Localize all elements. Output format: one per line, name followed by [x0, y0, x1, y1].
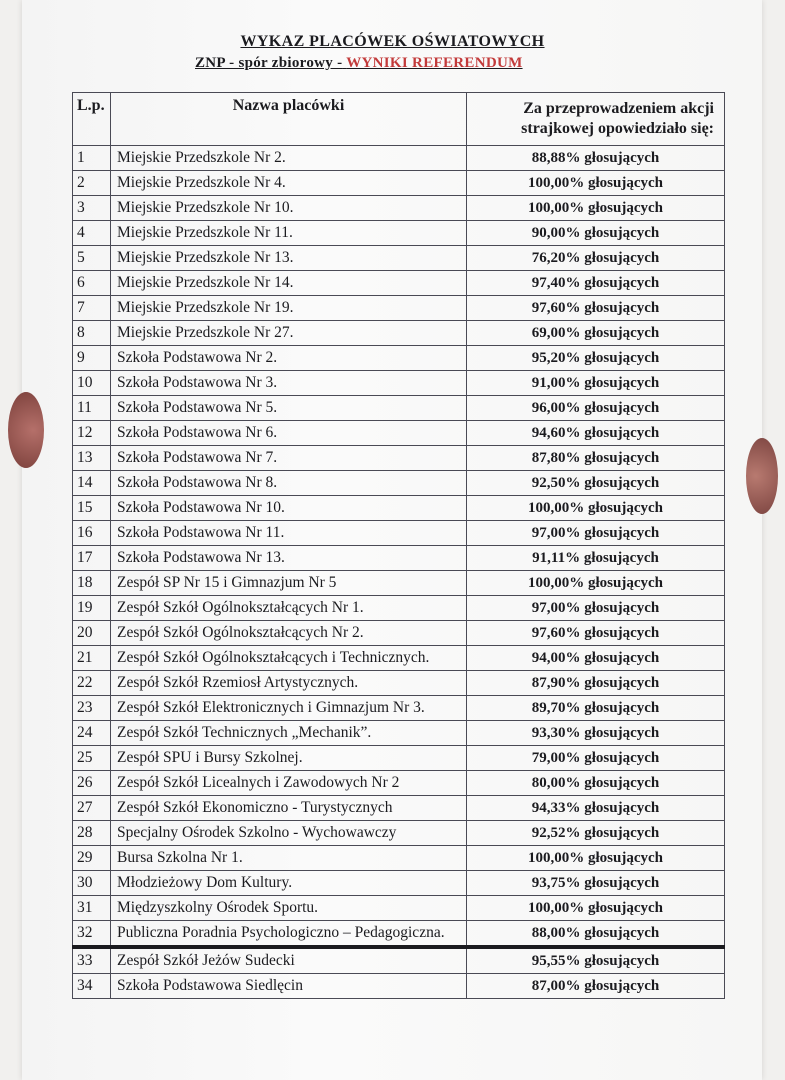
row-percent-cell [467, 271, 725, 296]
table-row [73, 896, 725, 921]
row-percent: 95,20% [531, 350, 581, 366]
row-lp: 2 [73, 171, 111, 196]
row-percent-cell [467, 896, 725, 921]
row-name: Szkoła Podstawowa Nr 6. [111, 421, 467, 446]
row-percent-cell [467, 171, 725, 196]
row-percent: 97,60% [531, 300, 581, 316]
row-lp: 7 [73, 296, 111, 321]
row-percent: 93,30% [531, 725, 581, 741]
row-lp: 10 [73, 371, 111, 396]
row-name: Miejskie Przedszkole Nr 14. [111, 271, 467, 296]
row-percent-cell [467, 371, 725, 396]
row-percent: 90,00% [531, 225, 581, 241]
table-row [73, 246, 725, 271]
row-percent: 97,00% [531, 525, 581, 541]
row-percent-cell [467, 496, 725, 521]
row-unit: głosujących [584, 600, 660, 616]
row-lp: 33 [73, 947, 111, 974]
row-lp: 31 [73, 896, 111, 921]
row-lp: 11 [73, 396, 111, 421]
row-percent-cell [467, 947, 725, 974]
row-percent: 97,60% [531, 625, 581, 641]
row-percent-cell [467, 821, 725, 846]
table-row [73, 221, 725, 246]
row-unit: głosujących [588, 850, 663, 866]
row-unit: głosujących [584, 825, 660, 841]
row-percent: 87,90% [531, 675, 581, 691]
row-lp: 14 [73, 471, 111, 496]
row-percent: 91,00% [531, 375, 581, 391]
row-percent: 100,00% [528, 500, 585, 516]
row-percent: 94,00% [531, 650, 581, 666]
row-percent-cell [467, 646, 725, 671]
table-row [73, 146, 725, 171]
table-row [73, 271, 725, 296]
row-lp: 22 [73, 671, 111, 696]
row-unit: głosujących [588, 175, 663, 191]
table-row [73, 721, 725, 746]
row-name: Zespół Szkół Jeżów Sudecki [111, 947, 467, 974]
row-lp: 6 [73, 271, 111, 296]
row-name: Zespół Szkół Technicznych „Mechanik”. [111, 721, 467, 746]
row-name: Zespół SPU i Bursy Szkolnej. [111, 746, 467, 771]
row-percent: 88,88% [531, 150, 581, 166]
row-name: Szkoła Podstawowa Nr 3. [111, 371, 467, 396]
row-lp: 30 [73, 871, 111, 896]
row-lp: 9 [73, 346, 111, 371]
header-percent [467, 93, 725, 146]
table-row [73, 796, 725, 821]
row-name: Szkoła Podstawowa Nr 7. [111, 446, 467, 471]
row-name: Zespół Szkół Ogólnokształcących Nr 1. [111, 596, 467, 621]
row-percent: 91,11% [532, 550, 581, 566]
table-row [73, 371, 725, 396]
row-name: Miejskie Przedszkole Nr 11. [111, 221, 467, 246]
row-percent-cell [467, 974, 725, 999]
row-percent: 87,80% [531, 450, 581, 466]
row-unit: głosujących [584, 625, 660, 641]
row-percent-cell [467, 596, 725, 621]
document-title: WYKAZ PLACÓWEK OŚWIATOWYCH [240, 33, 545, 50]
row-lp: 24 [73, 721, 111, 746]
table-row [73, 947, 725, 974]
table-row [73, 921, 725, 948]
row-unit: głosujących [584, 775, 660, 791]
row-percent-cell [467, 446, 725, 471]
row-percent: 95,55% [531, 953, 581, 969]
row-name: Bursa Szkolna Nr 1. [111, 846, 467, 871]
row-unit: głosujących [584, 875, 660, 891]
table-row [73, 571, 725, 596]
row-percent-cell [467, 696, 725, 721]
row-name: Szkoła Podstawowa Siedlęcin [111, 974, 467, 999]
row-name: Zespół Szkół Elektronicznych i Gimnazjum Nr 3. [111, 696, 467, 721]
row-unit: głosujących [588, 200, 663, 216]
table-row [73, 346, 725, 371]
row-name: Zespół SP Nr 15 i Gimnazjum Nr 5 [111, 571, 467, 596]
row-percent-cell [467, 621, 725, 646]
row-percent-cell [467, 396, 725, 421]
row-unit: głosujących [584, 450, 660, 466]
row-percent: 100,00% [528, 175, 585, 191]
row-unit: głosujących [588, 900, 663, 916]
row-percent-cell [467, 671, 725, 696]
row-unit: głosujących [588, 575, 663, 591]
row-name: Szkoła Podstawowa Nr 13. [111, 546, 467, 571]
row-percent: 93,75% [531, 875, 581, 891]
row-name: Miejskie Przedszkole Nr 19. [111, 296, 467, 321]
row-name: Zespół Szkół Rzemiosł Artystycznych. [111, 671, 467, 696]
holding-thumb-right [746, 438, 778, 514]
table-row [73, 196, 725, 221]
row-unit: głosujących [584, 225, 660, 241]
row-unit: głosujących [588, 500, 663, 516]
table-row [73, 521, 725, 546]
table-row [73, 596, 725, 621]
row-percent: 87,00% [531, 978, 581, 994]
row-lp: 12 [73, 421, 111, 446]
row-unit: głosujących [584, 475, 660, 491]
row-unit: głosujących [584, 978, 660, 994]
table-row [73, 974, 725, 999]
table-row [73, 296, 725, 321]
row-unit: głosujących [584, 250, 660, 266]
row-percent-cell [467, 921, 725, 948]
row-lp: 17 [73, 546, 111, 571]
row-lp: 5 [73, 246, 111, 271]
header-percent-line1: Za przeprowadzeniem akcji [523, 100, 714, 117]
subtitle-results: WYNIKI REFERENDUM [346, 55, 523, 71]
row-percent: 94,60% [531, 425, 581, 441]
row-percent-cell [467, 796, 725, 821]
row-unit: głosujących [584, 275, 660, 291]
row-unit: głosujących [584, 700, 660, 716]
row-percent-cell [467, 571, 725, 596]
row-name: Miejskie Przedszkole Nr 13. [111, 246, 467, 271]
table-row [73, 171, 725, 196]
header-percent-line2: strajkowej opowiedziało się: [521, 120, 714, 137]
row-lp: 13 [73, 446, 111, 471]
header-name: Nazwa placówki [111, 93, 467, 146]
row-name: Młodzieżowy Dom Kultury. [111, 871, 467, 896]
row-percent: 89,70% [531, 700, 581, 716]
row-lp: 25 [73, 746, 111, 771]
row-lp: 32 [73, 921, 111, 948]
row-percent-cell [467, 346, 725, 371]
row-unit: głosujących [584, 375, 660, 391]
table-body [73, 146, 725, 999]
row-percent-cell [467, 421, 725, 446]
row-percent: 100,00% [528, 900, 585, 916]
table-row [73, 646, 725, 671]
row-unit: głosujących [584, 725, 660, 741]
row-unit: głosujących [584, 300, 660, 316]
row-percent: 94,33% [531, 800, 581, 816]
row-unit: głosujących [584, 800, 660, 816]
row-lp: 3 [73, 196, 111, 221]
row-unit: głosujących [584, 400, 660, 416]
row-percent: 79,00% [531, 750, 581, 766]
row-lp: 4 [73, 221, 111, 246]
row-percent-cell [467, 746, 725, 771]
table-row [73, 471, 725, 496]
row-lp: 1 [73, 146, 111, 171]
row-lp: 23 [73, 696, 111, 721]
row-percent-cell [467, 246, 725, 271]
row-lp: 26 [73, 771, 111, 796]
row-name: Specjalny Ośrodek Szkolno - Wychowawczy [111, 821, 467, 846]
row-unit: głosujących [584, 953, 660, 969]
row-percent-cell [467, 471, 725, 496]
table-row [73, 871, 725, 896]
table-row [73, 746, 725, 771]
row-lp: 29 [73, 846, 111, 871]
row-name: Miejskie Przedszkole Nr 10. [111, 196, 467, 221]
row-lp: 27 [73, 796, 111, 821]
row-name: Miejskie Przedszkole Nr 4. [111, 171, 467, 196]
row-name: Szkoła Podstawowa Nr 5. [111, 396, 467, 421]
row-unit: głosujących [584, 525, 660, 541]
row-percent: 100,00% [528, 200, 585, 216]
row-percent-cell [467, 546, 725, 571]
table-row [73, 671, 725, 696]
row-lp: 21 [73, 646, 111, 671]
row-name: Zespół Szkół Ogólnokształcących i Technicznych. [111, 646, 467, 671]
holding-thumb-left [8, 392, 44, 468]
row-percent-cell [467, 321, 725, 346]
row-lp: 15 [73, 496, 111, 521]
table-row [73, 621, 725, 646]
row-unit: głosujących [584, 650, 660, 666]
table-row [73, 821, 725, 846]
row-percent: 96,00% [531, 400, 581, 416]
row-name: Zespół Szkół Licealnych i Zawodowych Nr 2 [111, 771, 467, 796]
row-lp: 28 [73, 821, 111, 846]
table-row [73, 446, 725, 471]
subtitle-left: ZNP - spór zbiorowy - [195, 55, 343, 71]
row-lp: 19 [73, 596, 111, 621]
row-lp: 34 [73, 974, 111, 999]
row-percent-cell [467, 771, 725, 796]
row-percent: 92,52% [531, 825, 581, 841]
row-unit: głosujących [584, 750, 660, 766]
row-name: Miejskie Przedszkole Nr 27. [111, 321, 467, 346]
row-percent: 97,40% [531, 275, 581, 291]
row-unit: głosujących [584, 150, 660, 166]
row-percent: 100,00% [528, 575, 585, 591]
row-percent: 100,00% [528, 850, 585, 866]
row-percent-cell [467, 521, 725, 546]
table-header-row [73, 93, 725, 146]
row-percent-cell [467, 846, 725, 871]
row-unit: głosujących [584, 350, 660, 366]
row-percent: 80,00% [531, 775, 581, 791]
table-row [73, 421, 725, 446]
results-table [72, 92, 725, 999]
row-unit: głosujących [583, 550, 659, 566]
row-name: Zespół Szkół Ekonomiczno - Turystycznych [111, 796, 467, 821]
row-unit: głosujących [584, 925, 660, 941]
row-lp: 8 [73, 321, 111, 346]
row-lp: 20 [73, 621, 111, 646]
row-percent: 88,00% [531, 925, 581, 941]
row-name: Publiczna Poradnia Psychologiczno – Pedagogiczna. [111, 921, 467, 948]
row-name: Szkoła Podstawowa Nr 2. [111, 346, 467, 371]
document-subtitle [195, 55, 523, 72]
row-name: Miejskie Przedszkole Nr 2. [111, 146, 467, 171]
table-row [73, 496, 725, 521]
row-lp: 18 [73, 571, 111, 596]
row-percent-cell [467, 196, 725, 221]
row-percent-cell [467, 721, 725, 746]
row-percent-cell [467, 871, 725, 896]
row-percent-cell [467, 221, 725, 246]
row-percent-cell [467, 146, 725, 171]
row-percent: 76,20% [531, 250, 581, 266]
table-row [73, 696, 725, 721]
header-lp: L.p. [73, 93, 111, 146]
table-row [73, 321, 725, 346]
row-percent: 97,00% [531, 600, 581, 616]
table-row [73, 546, 725, 571]
row-name: Szkoła Podstawowa Nr 10. [111, 496, 467, 521]
row-name: Szkoła Podstawowa Nr 8. [111, 471, 467, 496]
row-unit: głosujących [584, 325, 660, 341]
table-row [73, 396, 725, 421]
row-percent: 92,50% [531, 475, 581, 491]
row-percent-cell [467, 296, 725, 321]
row-unit: głosujących [584, 675, 660, 691]
row-name: Szkoła Podstawowa Nr 11. [111, 521, 467, 546]
row-unit: głosujących [584, 425, 660, 441]
row-name: Zespół Szkół Ogólnokształcących Nr 2. [111, 621, 467, 646]
row-name: Międzyszkolny Ośrodek Sportu. [111, 896, 467, 921]
table-row [73, 846, 725, 871]
row-lp: 16 [73, 521, 111, 546]
table-row [73, 771, 725, 796]
row-percent: 69,00% [531, 325, 581, 341]
